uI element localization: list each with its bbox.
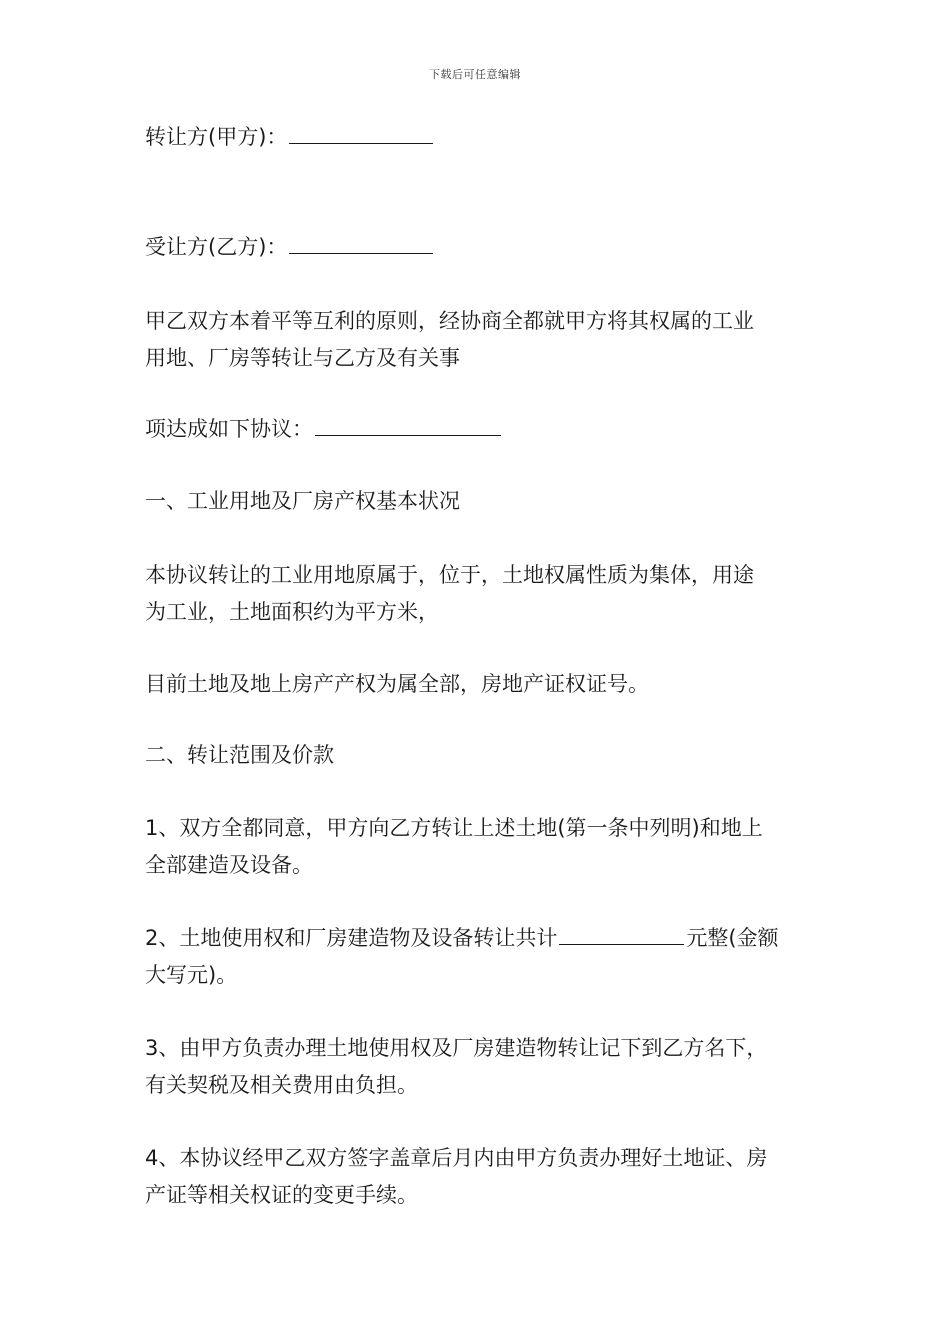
section-2-title: 二、转让范围及价款 xyxy=(145,743,334,767)
agreement-label: 项达成如下协议： xyxy=(145,417,313,441)
transferor-line xyxy=(145,119,810,156)
intro-paragraph xyxy=(145,303,810,377)
item-2 xyxy=(145,920,810,994)
intro-line-1: 甲乙双方本着平等互利的原则，经协商全都就甲方将其权属的工业 xyxy=(145,309,754,333)
section-1-title: 一、工业用地及厂房产权基本状况 xyxy=(145,489,460,513)
section-1-paragraph-2: 目前土地及地上房产产权为属全部，房地产证权证号。 xyxy=(145,672,649,696)
section-1-paragraph-1 xyxy=(145,557,810,631)
s1-p1-line-2: 为工业，土地面积约为平方米， xyxy=(145,600,439,624)
item-3-line-1: 3、由甲方负责办理土地使用权及厂房建造物转让记下到乙方名下， xyxy=(145,1036,768,1060)
agreement-blank xyxy=(315,413,501,436)
page-header-note: 下载后可任意编辑 xyxy=(429,68,521,81)
transferee-blank xyxy=(289,231,433,254)
price-blank xyxy=(559,922,684,945)
item-4 xyxy=(145,1140,810,1214)
transferor-blank xyxy=(289,121,433,144)
agreement-line xyxy=(145,411,810,448)
item-1-line-1: 1、双方全都同意，甲方向乙方转让上述土地(第一条中列明)和地上 xyxy=(145,816,763,840)
transferee-label: 受让方(乙方)： xyxy=(145,235,288,259)
item-1 xyxy=(145,810,810,884)
item-2-line-2: 大写元)。 xyxy=(145,963,238,987)
item-2-text-b: 元整(金额 xyxy=(686,926,779,950)
item-1-line-2: 全部建造及设备。 xyxy=(145,853,313,877)
item-3-line-2: 有关契税及相关费用由负担。 xyxy=(145,1073,418,1097)
intro-line-2: 用地、厂房等转让与乙方及有关事 xyxy=(145,346,460,370)
item-3 xyxy=(145,1030,810,1104)
transferee-line xyxy=(145,229,810,266)
s1-p1-line-1: 本协议转让的工业用地原属于，位于，土地权属性质为集体，用途 xyxy=(145,563,754,587)
item-2-text-a: 2、土地使用权和厂房建造物及设备转让共计 xyxy=(145,926,558,950)
item-4-line-2: 产证等相关权证的变更手续。 xyxy=(145,1183,418,1207)
transferor-label: 转让方(甲方)： xyxy=(145,125,288,149)
item-2-line-1 xyxy=(145,920,810,957)
item-4-line-1: 4、本协议经甲乙双方签字盖章后月内由甲方负责办理好土地证、房 xyxy=(145,1146,768,1170)
